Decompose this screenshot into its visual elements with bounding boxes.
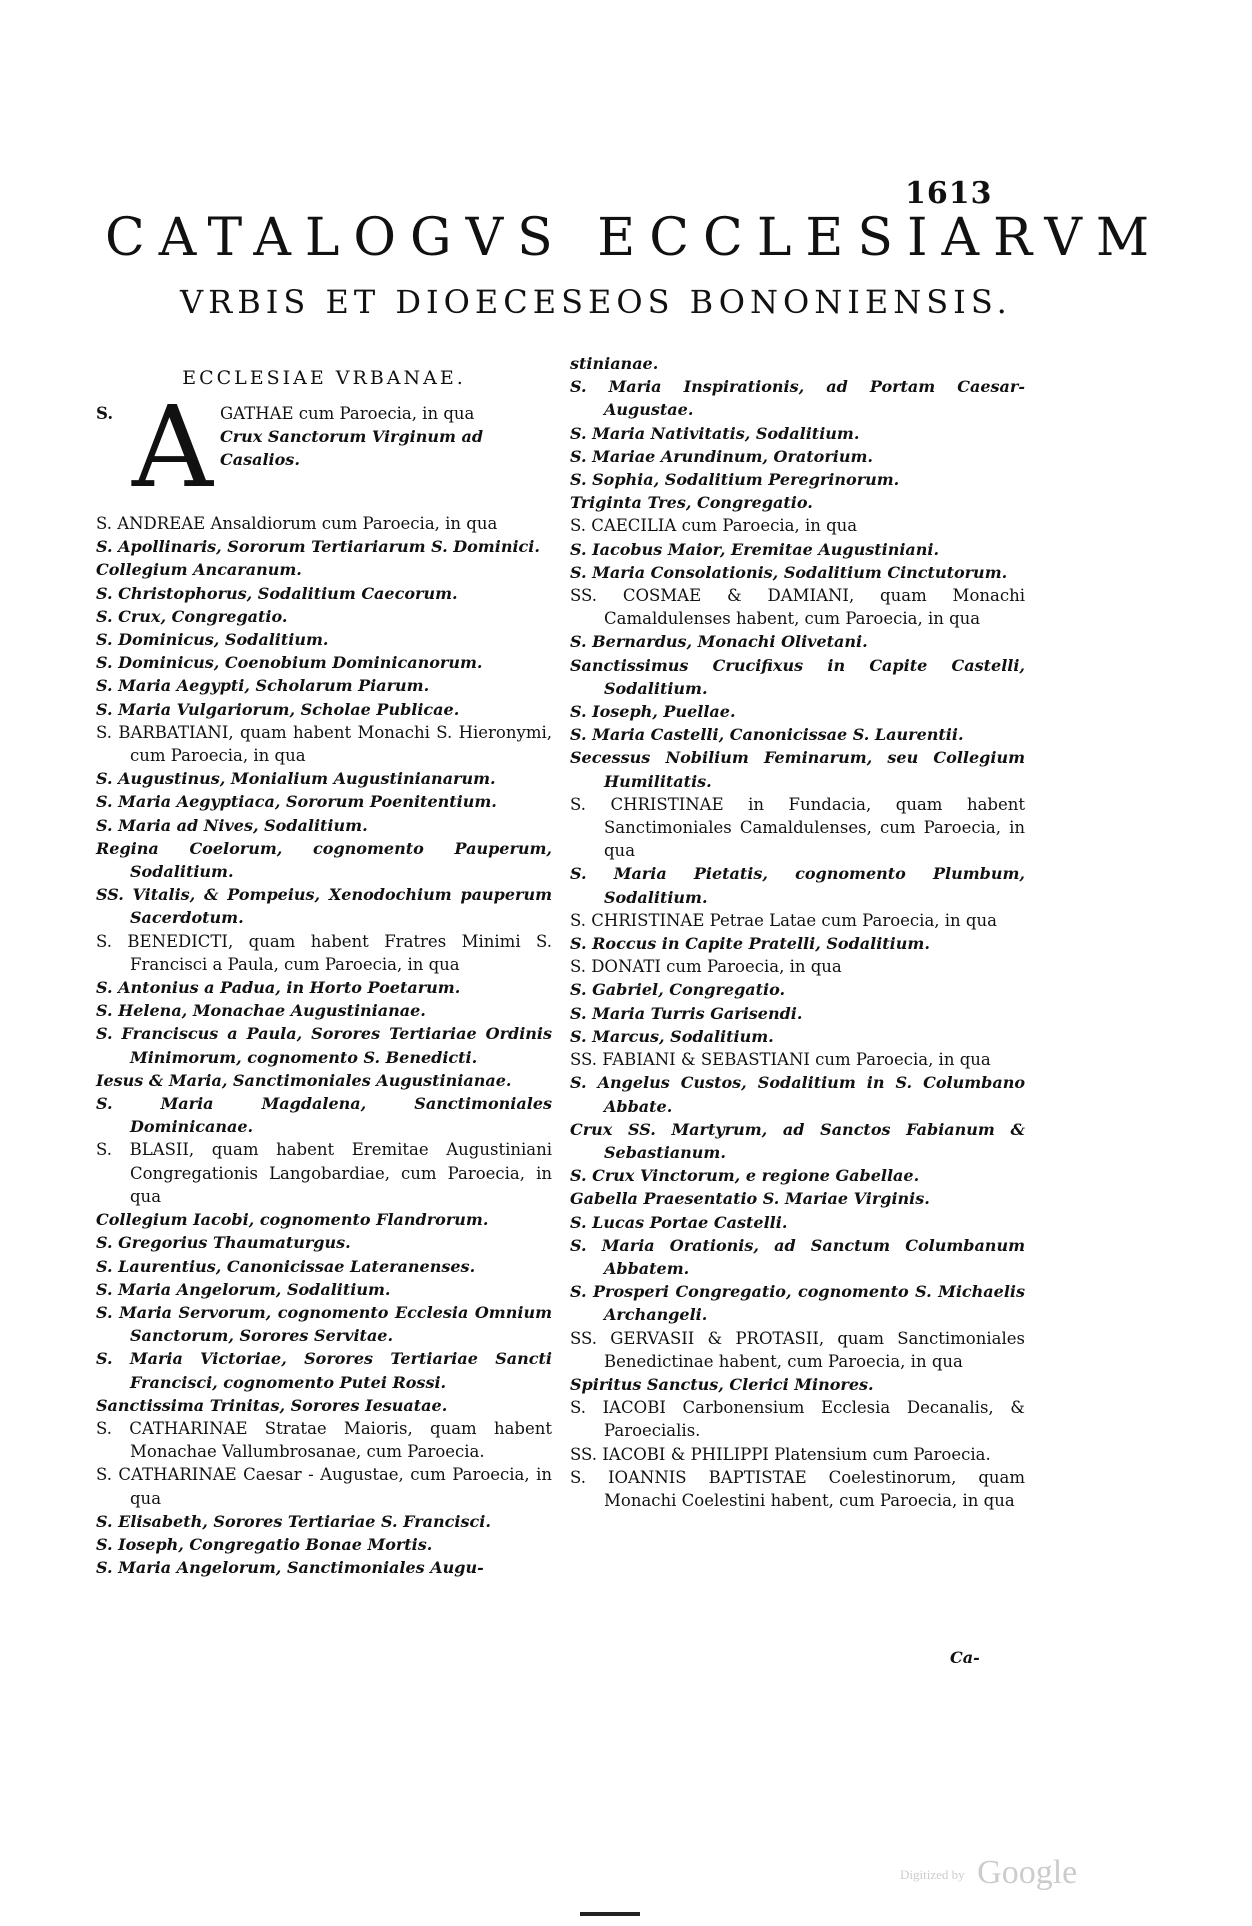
catalog-entry: S. Maria Servorum, cognomento Ecclesia Omnium Sanctorum, Sorores Servitae.	[96, 1302, 552, 1346]
catalog-entry: S. DONATI cum Paroecia, in qua	[570, 957, 842, 977]
catalog-entry: S. CATHARINAE Stratae Maioris, quam habent Monachae Vallumbrosanae, cum Paroecia.	[96, 1418, 552, 1462]
catalog-entry: S. CATHARINAE Caesar - Augustae, cum Paroecia, in qua	[96, 1465, 552, 1508]
dropcap-lines	[220, 402, 552, 472]
catalog-entry: stinianae.	[570, 354, 659, 373]
catalog-entry: S. Gabriel, Congregatio.	[570, 980, 786, 1000]
catalog-entry: SS. Vitalis, & Pompeius, Xenodochium pauperum Sacerdotum.	[96, 885, 552, 928]
catalog-entry: Gabella Praesentatio S. Mariae Virginis.	[570, 1189, 930, 1209]
dropcap-line: Casalios.	[220, 450, 300, 470]
page-subtitle: VRBIS ET DIOECESEOS BONONIENSIS.	[180, 283, 1012, 321]
catalog-entry: S. Maria Vulgariorum, Scholae Publicae.	[96, 699, 460, 719]
catalog-entry: S. Maria Nativitatis, Sodalitium.	[570, 423, 860, 443]
catalog-entry: Regina Coelorum, cognomento Pauperum, Sodalitium.	[96, 838, 552, 882]
catalog-entry: SS. COSMAE & DAMIANI, quam Monachi Camaldulenses habent, cum Paroecia, in qua	[570, 586, 1025, 629]
catalog-entry: S. ANDREAE Ansaldiorum cum Paroecia, in qua	[96, 514, 498, 533]
catalog-entry: S. Crux Vinctorum, e regione Gabellae.	[570, 1166, 920, 1186]
catalog-entry: Sanctissimus Crucifixus in Capite Castelli, Sodalitium.	[570, 655, 1025, 698]
catalog-entry: S. Maria Turris Garisendi.	[570, 1003, 803, 1023]
catalog-entry: S. Maria Angelorum, Sanctimoniales Augu-	[96, 1558, 484, 1578]
catalog-entry: S. Maria Castelli, Canonicissae S. Laurentii.	[570, 725, 964, 745]
catalog-entry: S. Lucas Portae Castelli.	[570, 1212, 788, 1232]
page-number: 1613	[905, 176, 993, 211]
page-title: CATALOGVS ECCLESIARVM	[105, 208, 1164, 268]
dropcap-letter: A	[132, 383, 213, 513]
catalog-entry: S. Angelus Custos, Sodalitium in S. Columbano Abbate.	[570, 1073, 1025, 1116]
catalog-entry: Collegium Ancaranum.	[96, 560, 302, 580]
catalog-entry: S. Iacobus Maior, Eremitae Augustiniani.	[570, 539, 940, 559]
catalog-entry: Spiritus Sanctus, Clerici Minores.	[570, 1374, 874, 1394]
catalog-entry: S. Sophia, Sodalitium Peregrinorum.	[570, 470, 900, 490]
catalog-entry: S. Ioseph, Congregatio Bonae Mortis.	[96, 1534, 433, 1554]
catalog-entry: S. Maria Angelorum, Sodalitium.	[96, 1279, 391, 1299]
catalog-entry: S. Augustinus, Monialium Augustinianarum.	[96, 769, 496, 789]
catalog-entry: S. Crux, Congregatio.	[96, 606, 288, 626]
dropcap-line: Crux Sanctorum Virginum ad	[220, 427, 484, 447]
catalog-entry: S. BARBATIANI, quam habent Monachi S. Hieronymi, cum Paroecia, in qua	[96, 722, 552, 766]
catalog-entry: S. Maria Pietatis, cognomento Plumbum, Sodalitium.	[570, 864, 1025, 907]
catalog-entry: S. Marcus, Sodalitium.	[570, 1026, 774, 1046]
catalog-entry: S. Maria Inspirationis, ad Portam Caesar-Augustae.	[570, 377, 1025, 420]
catalog-entry: SS. IACOBI & PHILIPPI Platensium cum Paroecia.	[570, 1444, 991, 1464]
catalog-entry: Secessus Nobilium Feminarum, seu Collegium Humilitatis.	[570, 748, 1025, 791]
dropcap-line: GATHAE cum Paroecia, in qua	[220, 404, 475, 423]
footer-rule	[580, 1912, 640, 1916]
catalog-entry: S. CHRISTINAE Petrae Latae cum Paroecia, in qua	[570, 910, 997, 930]
catalog-entry: S. Christophorus, Sodalitium Caecorum.	[96, 583, 458, 603]
catchword: Ca-	[950, 1648, 980, 1667]
catalog-entry: S. Dominicus, Coenobium Dominicanorum.	[96, 653, 483, 673]
catalog-entry: S. Franciscus a Paula, Sorores Tertiariae Ordinis Minimorum, cognomento S. Benedicti.	[96, 1024, 552, 1067]
catalog-entry: S. Antonius a Padua, in Horto Poetarum.	[96, 978, 461, 998]
left-entry-list	[96, 512, 552, 1579]
catalog-entry: Collegium Iacobi, cognomento Flandrorum.	[96, 1210, 489, 1230]
catalog-entry: S. CAECILIA cum Paroecia, in qua	[570, 516, 858, 536]
catalog-entry: S. BLASII, quam habent Eremitae Augustiniani Congregationis Langobardiae, cum Paroecia, in qua	[96, 1140, 552, 1206]
catalog-entry: S. IACOBI Carbonensium Ecclesia Decanalis, & Paroecialis.	[570, 1398, 1025, 1441]
catalog-entry: S. Ioseph, Puellae.	[570, 702, 736, 722]
watermark-brand: Google	[977, 1854, 1078, 1891]
digitized-watermark	[900, 1854, 1077, 1892]
watermark-prefix: Digitized by	[900, 1867, 965, 1883]
catalog-entry: S. Gregorius Thaumaturgus.	[96, 1233, 351, 1253]
right-entry-list	[570, 352, 1025, 1512]
catalog-entry: S. Bernardus, Monachi Olivetani.	[570, 632, 868, 652]
catalog-entry: S. Mariae Arundinum, Oratorium.	[570, 446, 873, 466]
catalog-entry: Sanctissima Trinitas, Sorores Iesuatae.	[96, 1395, 448, 1415]
catalog-entry: S. Apollinaris, Sororum Tertiariarum S. Dominici.	[96, 537, 540, 557]
catalog-entry: S. Maria Orationis, ad Sanctum Columbanum Abbatem.	[570, 1235, 1025, 1278]
catalog-entry: S. Dominicus, Sodalitium.	[96, 630, 329, 650]
catalog-entry: S. Elisabeth, Sorores Tertiariae S. Francisci.	[96, 1511, 491, 1531]
catalog-entry: SS. FABIANI & SEBASTIANI cum Paroecia, in qua	[570, 1050, 991, 1070]
right-column	[570, 352, 1025, 1512]
catalog-entry: Crux SS. Martyrum, ad Sanctos Fabianum & Sebastianum.	[570, 1119, 1025, 1162]
catalog-entry: S. Maria Victoriae, Sorores Tertiariae Sancti Francisci, cognomento Putei Rossi.	[96, 1349, 552, 1392]
catalog-entry: S. Helena, Monachae Augustinianae.	[96, 1001, 426, 1021]
catalog-entry: S. CHRISTINAE in Fundacia, quam habent Sanctimoniales Camaldulenses, cum Paroecia, in qua	[570, 794, 1025, 861]
catalog-entry: S. Roccus in Capite Pratelli, Sodalitium.	[570, 934, 930, 954]
catalog-entry: S. Maria Consolationis, Sodalitium Cinctutorum.	[570, 562, 1008, 582]
section-heading: ECCLESIAE VRBANAE.	[182, 367, 466, 389]
catalog-entry: S. Maria Aegyptiaca, Sororum Poenitentium.	[96, 792, 497, 812]
catalog-entry: S. Maria Magdalena, Sanctimoniales Dominicanae.	[96, 1094, 552, 1137]
dropcap-prefix: S.	[96, 404, 114, 423]
catalog-entry: Iesus & Maria, Sanctimoniales Augustinianae.	[96, 1070, 512, 1090]
catalog-entry: SS. GERVASII & PROTASII, quam Sanctimoniales Benedictinae habent, cum Paroecia, in qua	[570, 1328, 1025, 1371]
catalog-entry: S. IOANNIS BAPTISTAE Coelestinorum, quam Monachi Coelestini habent, cum Paroecia, in qua	[570, 1467, 1025, 1510]
catalog-entry: S. Laurentius, Canonicissae Lateranenses.	[96, 1256, 476, 1276]
catalog-entry: S. Prosperi Congregatio, cognomento S. Michaelis Archangeli.	[570, 1282, 1025, 1325]
catalog-entry: S. Maria Aegypti, Scholarum Piarum.	[96, 676, 430, 696]
catalog-entry: Triginta Tres, Congregatio.	[570, 493, 813, 513]
catalog-entry: S. BENEDICTI, quam habent Fratres Minimi S. Francisci a Paula, cum Paroecia, in qua	[96, 931, 552, 974]
catalog-entry: S. Maria ad Nives, Sodalitium.	[96, 815, 368, 835]
left-column	[96, 352, 552, 1579]
dropcap-entry	[96, 383, 552, 513]
